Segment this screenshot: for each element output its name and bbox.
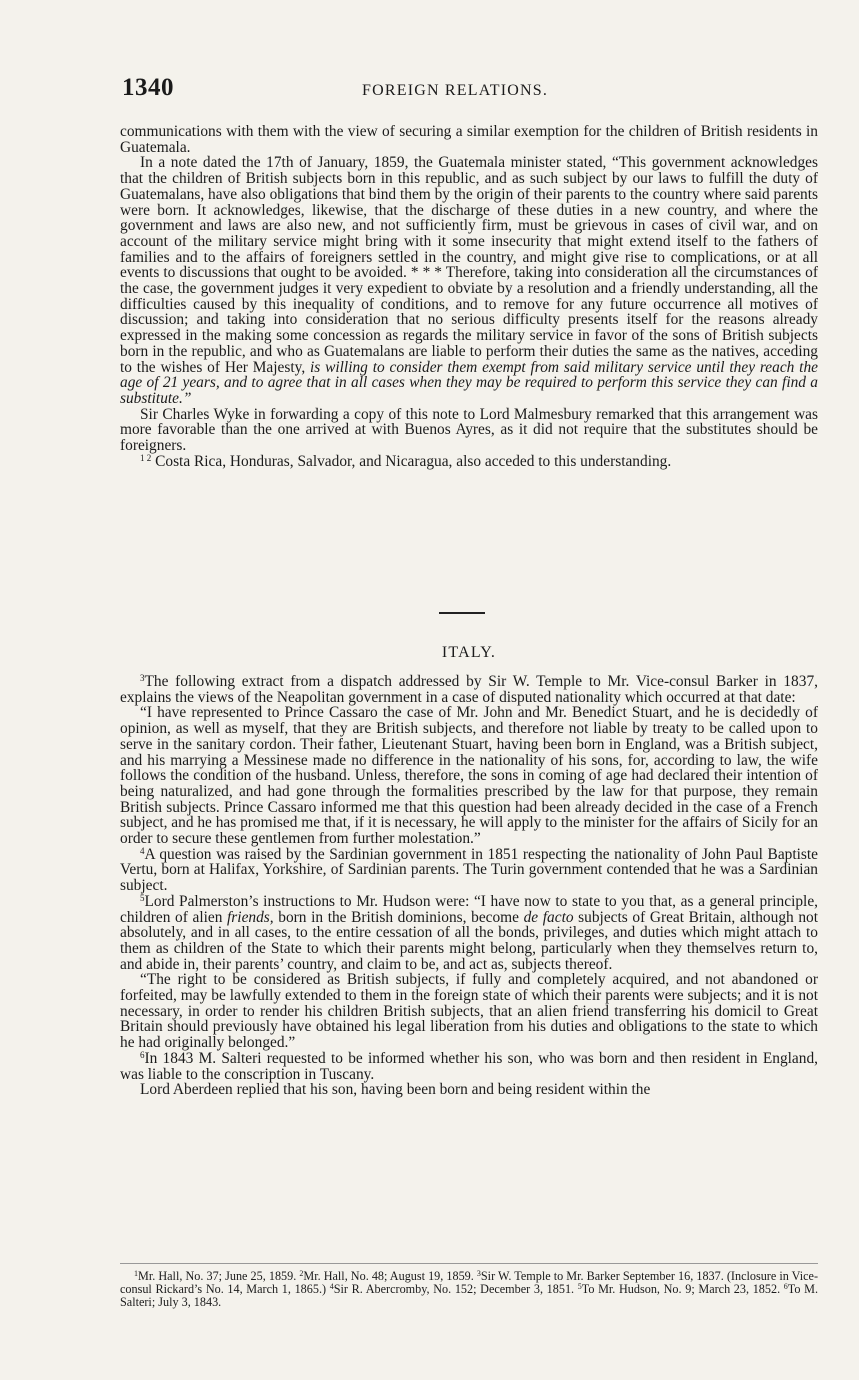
paragraph-text: subjects of Great Britain, although not absolutely, and in all cases, to the entire cessation of all the bonds, privileges, and duties which might attach to them as children of the State to which their parents might belong, particularly when they themselves return to, and abide in, their parents’ country, and claim to be, and act as, subjects thereof. bbox=[120, 908, 818, 973]
footnote-marker: 3 bbox=[140, 673, 145, 683]
paragraph: Sir Charles Wyke in forwarding a copy of this note to Lord Malmesbury remarked that this arrangement was more favorable than the one arrived at with Buenos Ayres, as it did not require that the substitutes should be foreigners. bbox=[120, 405, 818, 455]
footnote-marker: 1 2 bbox=[140, 452, 152, 463]
paragraph-text: In a note dated the 17th of January, 1859, the Guatemala minister stated, “This government acknowledges that the children of British subjects born in this republic, and as such subject by our laws to fulfill the duty of Guatemalans, have also obligations that bind them by the origin of their parents to the country where said parents were born. It acknowledges, likewise, that the discharge of these duties in a new country, and where the government and laws are also new, and not sufficiently firm, must be grievous in cases of civil war, and on account of the military service might bring with it some insecurity that might extend itself to the fathers of families and to the affairs of foreigners settled in the country, and might give rise to complications, or at all events to discussions that ought to be avoided. * * * Therefore, taking into consideration all the circumstances of the case, the government judges it very expedient to obviate by a resolution and a friendly understanding, all the difficulties caused by this inequality of conditions, and to remove for any future occurrence all motives of discussion; and taking into consideration that no serious difficulty presents itself for the reasons already expressed in the making some concession as regards the military service in favor of the sons of British subjects born in the republic, and who as Guatemalans are liable to perform their duties the same as the natives, acceding to the wishes of Her Majesty, bbox=[120, 154, 818, 376]
footnote-list bbox=[120, 1270, 818, 1309]
footnote-text: Mr. Hall, No. 48; August 19, 1859. bbox=[303, 1269, 474, 1283]
paragraph: “I have represented to Prince Cassaro the case of Mr. John and Mr. Benedict Stuart, and he is decidedly of opinion, as well as myself, that they are British subjects, and therefore not liable by treaty to be called upon to serve in the sanitary cordon. Their father, Lieutenant Stuart, having been born in England, was a British subject, and his marrying a Messinese made no difference in the nationality of his sons, for, according to law, the wife follows the condition of the husband. Unless, therefore, the sons in coming of age had declared their intention of being naturalized, and had gone through the formalities prescribed by the law for that purpose, they remain British subjects. Prince Cassaro informed me that this question had been already decided in the case of a French subject, and he has promised me that, if it is necessary, he will apply to the minister for the affairs of Sicily for an order to secure these gentlemen from further molestation.” bbox=[120, 704, 818, 848]
footnote-number: 5 bbox=[577, 1282, 582, 1291]
footnote-text: Sir R. Abercromby, No. 152; December 3, 1851. bbox=[333, 1282, 575, 1296]
paragraph-text: Costa Rica, Honduras, Salvador, and Nicaragua, also acceded to this understanding. bbox=[155, 452, 672, 470]
footnote-number: 1 bbox=[134, 1269, 138, 1278]
paragraph: “The right to be considered as British subjects, if fully and completely acquired, and not abandoned or forfeited, may be lawfully extended to them in the foreign state of which their parents were subjects; and it is not necessary, in order to render his children British subjects, that an alien friend transferring his domicil to Great Britain should previously have obtained his legal liberation from his duties and obligations to the state to which he had originally belonged.” bbox=[120, 971, 818, 1052]
footnote-number: 6 bbox=[783, 1282, 788, 1291]
footnote-text: To M. Salteri; July 3, 1843. bbox=[120, 1282, 819, 1309]
italic-word: friends, bbox=[227, 908, 274, 926]
paragraph bbox=[120, 847, 818, 894]
footnote-text: To Mr. Hudson, No. 9; March 23, 1852. bbox=[581, 1282, 781, 1296]
paragraph: Lord Aberdeen replied that his son, having been born and being resident within the bbox=[140, 1081, 651, 1099]
paragraph-text: The following extract from a dispatch addressed by Sir W. Temple to Mr. Vice-consul Barker in 1837, explains the views of the Neapolitan government in a case of disputed nationality which occurred at that date: bbox=[120, 673, 818, 706]
footnote-number: 3 bbox=[476, 1269, 481, 1278]
paragraph bbox=[120, 674, 818, 705]
paragraph-text: In 1843 M. Salteri requested to be informed whether his son, who was born and then resident in England, was liable to the conscription in Tuscany. bbox=[120, 1049, 818, 1083]
guatemala-section-text bbox=[120, 124, 818, 469]
footnote-marker: 5 bbox=[140, 892, 145, 903]
paragraph-text: A question was raised by the Sardinian government in 1851 respecting the nationality of John Paul Baptiste Vertu, born at Halifax, Yorkshire, of Sardinian parents. The Turin government contended that he was a Sardinian subject. bbox=[120, 845, 818, 895]
paragraph-text: Lord Palmerston’s instructions to Mr. Hudson were: “I have now to state to you that, as a general principle, children of alien bbox=[120, 892, 818, 926]
paragraph-text: born in the British dominions, become bbox=[273, 908, 524, 926]
footnote-marker: 4 bbox=[140, 845, 145, 856]
italy-section-text bbox=[120, 674, 818, 1098]
footnotes bbox=[120, 1270, 818, 1309]
paragraph bbox=[120, 894, 818, 973]
page-header bbox=[122, 74, 822, 108]
paragraph bbox=[120, 155, 818, 406]
footnote-text: Sir W. Temple to Mr. Barker September 16, 1837. (Inclosure in Vice-consul Rickard’s No. 14, March 1, 1865.) bbox=[120, 1269, 819, 1296]
page-number: 1340 bbox=[122, 74, 174, 101]
italic-word: de facto bbox=[523, 908, 574, 926]
footnote-number: 2 bbox=[299, 1269, 304, 1278]
paragraph bbox=[120, 454, 818, 470]
running-head: FOREIGN RELATIONS. bbox=[362, 82, 549, 99]
paragraph: communications with them with the view of securing a similar exemption for the children of British residents in Guatemala. bbox=[120, 123, 818, 156]
footnote-marker: 6 bbox=[140, 1049, 145, 1060]
italic-quote: is willing to consider them exempt from said military service until they reach the age of 21 years, and to agree that in all cases when they may be required to perform this service they can find a substitute.” bbox=[120, 358, 818, 407]
footnote-number: 4 bbox=[329, 1282, 334, 1291]
section-divider bbox=[439, 612, 485, 614]
section-title: ITALY. bbox=[441, 644, 497, 661]
footnote-text: Mr. Hall, No. 37; June 25, 1859. bbox=[138, 1269, 297, 1283]
paragraph bbox=[120, 1051, 818, 1082]
footnote-divider bbox=[120, 1263, 818, 1264]
